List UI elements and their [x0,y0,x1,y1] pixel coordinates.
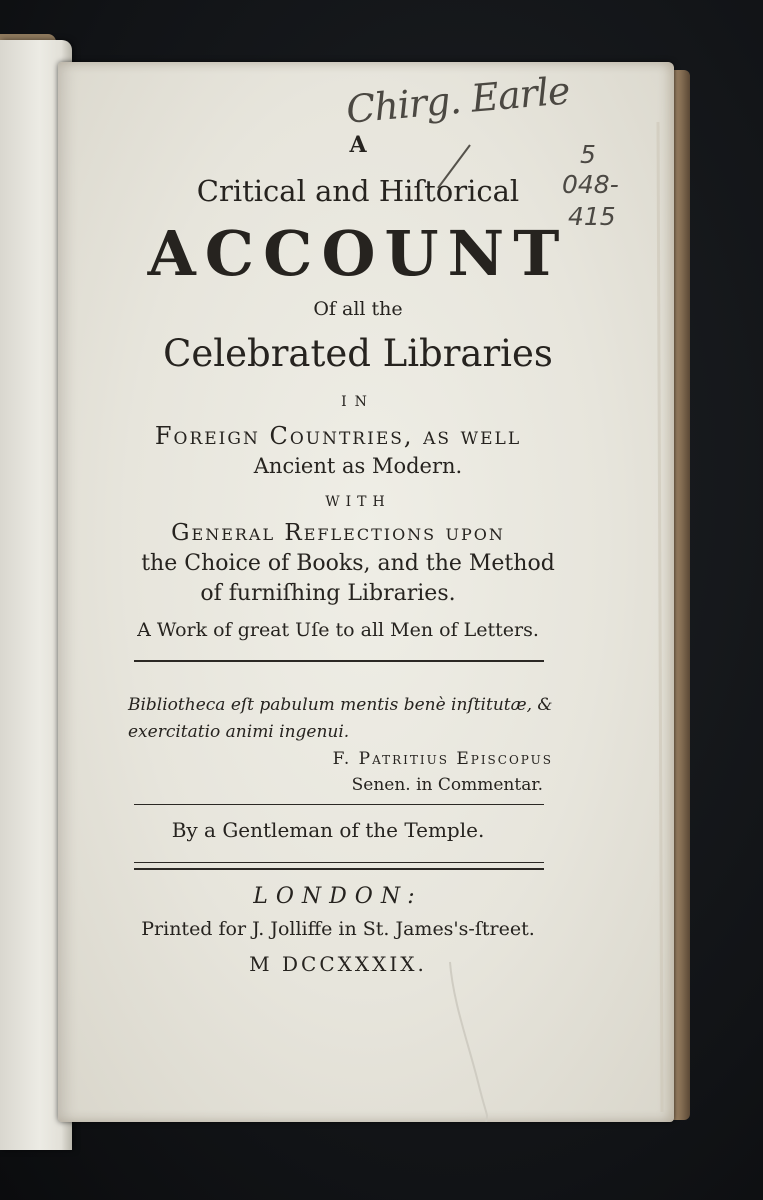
divider-rule [134,868,544,870]
title-line-work: A Work of great Uſe to all Men of Letters. [137,619,539,641]
epigraph-line: Bibliotheca eſt pabulum mentis benè inſtitutæ, & [128,695,553,715]
imprint-printer: Printed for J. Jolliffe in St. James's-ſtreet. [141,918,535,940]
title-line-general: General Reflections upon [171,520,505,546]
title-line-ancient: Ancient as Modern. [253,454,463,478]
imprint-city: LONDON: [253,884,423,909]
title-line-with: WITH [325,494,391,510]
epigraph-attribution: Senen. in Commentar. [351,775,543,795]
imprint-year: M DCCXXXIX. [249,952,427,976]
title-article: A [349,132,367,158]
shelfmark-number: 5 [580,140,596,169]
divider-rule [134,804,544,805]
divider-rule [134,660,544,662]
ownership-signature: Chirg. Earle [344,68,572,132]
title-line-choice: the Choice of Books, and the Method [141,551,555,576]
title-line-furnishing: of furniſhing Libraries. [200,581,456,606]
title-line-celebrated: Celebrated Libraries [163,332,553,375]
title-line-in: IN [341,394,375,410]
title-line-of-all: Of all the [313,298,403,320]
divider-rule [134,862,544,863]
shelfmark-number: 048- [562,170,619,199]
shelfmark-number: 415 [568,202,616,231]
epigraph-line: exercitatio animi ingenui. [128,722,350,742]
title-line-account: ACCOUNT [147,217,569,290]
title-line-critical: Critical and Hiſtorical [196,174,520,208]
author-line: By a Gentleman of the Temple. [171,818,485,842]
epigraph-attribution: F. Patritius Epiſcopus [332,749,553,769]
title-page [58,62,674,1122]
title-line-foreign: Foreign Countries, as well [154,422,522,450]
